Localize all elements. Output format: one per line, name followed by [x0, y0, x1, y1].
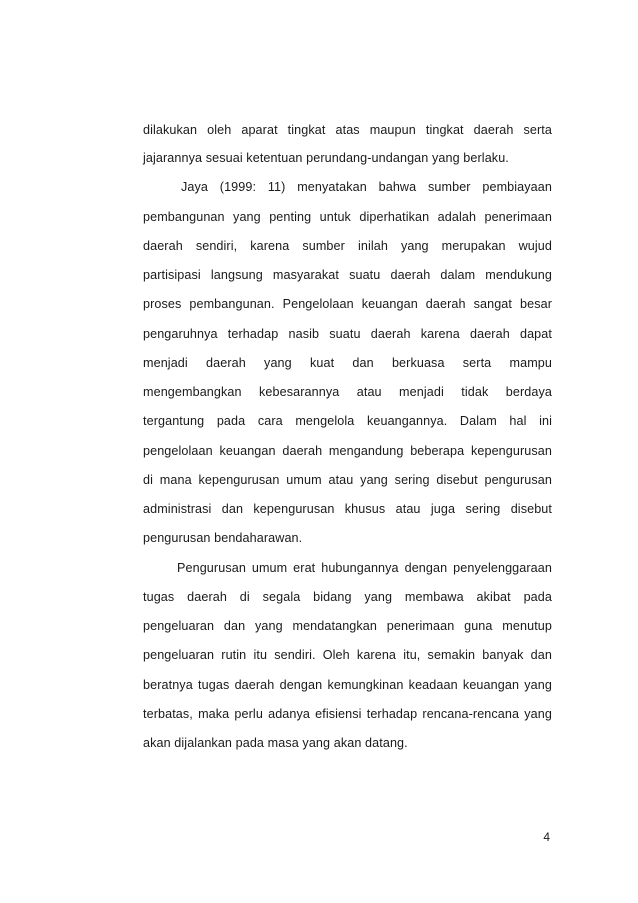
text-line: pengelolaan keuangan daerah mengandung beberapa kepengurusan [143, 444, 552, 458]
page-number: 4 [543, 830, 550, 844]
text-line: administrasi dan kepengurusan khusus atau juga sering disebut [143, 502, 552, 516]
text-line: beratnya tugas daerah dengan kemungkinan keadaan keuangan yang [143, 678, 552, 692]
text-line: pengeluaran dan yang mendatangkan penerimaan guna menutup [143, 619, 552, 633]
text-line: pengaruhnya terhadap nasib suatu daerah karena daerah dapat [143, 327, 552, 341]
text-line: tergantung pada cara mengelola keuangannya. Dalam hal ini [143, 414, 552, 428]
text-line: pembangunan yang penting untuk diperhatikan adalah penerimaan [143, 210, 552, 224]
text-line: di mana kepengurusan umum atau yang sering disebut pengurusan [143, 473, 552, 487]
text-line: daerah sendiri, karena sumber inilah yang merupakan wujud [143, 239, 552, 253]
text-line: mengembangkan kebesarannya atau menjadi tidak berdaya [143, 385, 552, 399]
text-line: dilakukan oleh aparat tingkat atas maupun tingkat daerah serta [143, 123, 552, 137]
text-line: pengurusan bendaharawan. [143, 531, 303, 545]
text-line: tugas daerah di segala bidang yang membawa akibat pada [143, 590, 552, 604]
text-line: jajarannya sesuai ketentuan perundang-undangan yang berlaku. [143, 151, 509, 165]
text-line: partisipasi langsung masyarakat suatu daerah dalam mendukung [143, 268, 552, 282]
text-line: menjadi daerah yang kuat dan berkuasa serta mampu [143, 356, 552, 370]
text-line: pengeluaran rutin itu sendiri. Oleh karena itu, semakin banyak dan [143, 648, 552, 662]
text-line: Jaya (1999: 11) menyatakan bahwa sumber pembiayaan [181, 180, 552, 194]
text-line: terbatas, maka perlu adanya efisiensi terhadap rencana-rencana yang [143, 707, 552, 721]
text-line: Pengurusan umum erat hubungannya dengan penyelenggaraan [177, 561, 552, 575]
text-line: proses pembangunan. Pengelolaan keuangan daerah sangat besar [143, 297, 552, 311]
text-line: akan dijalankan pada masa yang akan datang. [143, 736, 408, 750]
